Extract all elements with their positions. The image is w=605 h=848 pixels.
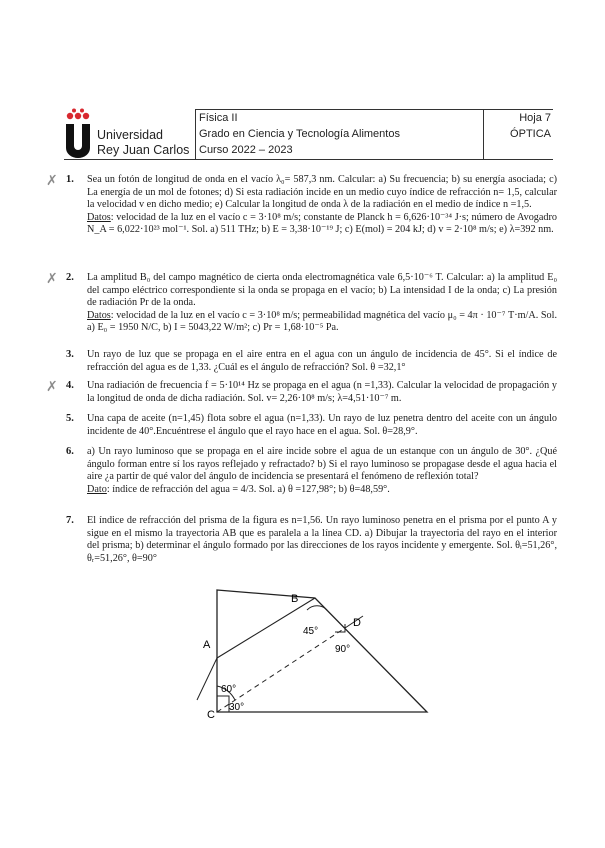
problem-2-mark: ✗: [46, 270, 58, 286]
problem-4-mark: ✗: [46, 378, 58, 394]
problem-2-number: 2.: [66, 272, 74, 283]
problem-1-data-label: Datos: [87, 211, 111, 223]
incident-ray: [197, 658, 217, 700]
problem-6-number: 6.: [66, 446, 74, 457]
problem-5-number: 5.: [66, 413, 74, 424]
header-divider-left: [195, 110, 196, 160]
header-divider-right: [483, 110, 484, 160]
angle-label-45: 45°: [303, 626, 319, 637]
problem-4-number: 4.: [66, 380, 74, 391]
problem-7-text: El índice de refracción del prisma de la figura es n=1,56. Un rayo luminoso penetra en el prisma por el punto A y sigue en el mismo la trayectoria AB que es paralela a la línea CD. a) Dibujar la trayectoria del rayo en el interior del prisma; b) determinar el ángulo formado por las direcciones de los rayos incidente y emergente. Sol. θᵢ=51,26°, θᵣ=51,26°, θ=90°: [87, 515, 557, 564]
problem-2-data: : velocidad de la luz en el vacío c = 3·10⁸ m/s; permeabilidad magnética del vacío μ₀ = 4π · 10⁻⁷ T·m/A. Sol. a) E₀ = 1950 N/C, b) I = 5043,22 W/m²; c) Pr = 1,68·10⁻⁵ Pa.: [87, 309, 557, 334]
problem-1-data: : velocidad de la luz en el vacío c = 3·10⁸ m/s; constante de Planck h = 6,626·10⁻³⁴ J·s; número de Avogadro N_A = 6,022·10²³ mol⁻¹. Sol. a) 511 THz; b) E = 3,38·10⁻¹⁹ J; c) E(mol) = 204 kJ; d) v = 2·10⁸ m/s; e) λ=392 nm.: [87, 211, 557, 236]
problem-1-text: Sea un fotón de longitud de onda en el vacío λ₀= 587,3 nm. Calcular: a) Su frecuencia; b) su energía asociada; c) La energía de un mol de fotones; d) Si esta radiación incide en un medio cuyo índice de refracción n= 1,5, calcular la velocidad v en dicho medio; e) Calcular la longitud de onda λ de la radiación en el medio de índice n =1,5.: [87, 174, 557, 211]
problem-3: [87, 349, 557, 374]
problem-3-text: Un rayo de luz que se propaga en el aire entra en el agua con un ángulo de incidencia de 45°. Si el índice de refracción del agua es de 1,33. ¿Cuál es el ángulo de refracción? Sol. θ =32,1°: [87, 349, 557, 373]
sheet-label: Hoja 7: [519, 112, 551, 124]
course-label: Curso 2022 – 2023: [199, 144, 293, 156]
header-bottom-border: [64, 159, 553, 160]
subject-label: Física II: [199, 112, 238, 124]
prism-outline: [217, 590, 427, 712]
problem-2-text: La amplitud B₀ del campo magnético de cierta onda electromagnética vale 6,5·10⁻⁶ T. Calcular: a) la amplitud E₀ del campo eléctrico correspondiente si la onda se propaga en el vacío; b) La intensidad I de la onda; c) La presión de radiación Pr de la onda.: [87, 272, 557, 309]
angle-label-90: 90°: [335, 644, 351, 655]
university-name-line2: Rey Juan Carlos: [97, 143, 190, 157]
problem-6-text: a) Un rayo luminoso que se propaga en el aire incide sobre el agua de un estanque con un ángulo de 30°. ¿Qué ángulo forman entre sí los rayos reflejado y refractado? b) Si el rayo luminoso se propagase desde el agua hacia el aire ¿a partir de qué valor del ángulo de incidencia se presentará el fenómeno de reflexión total?: [87, 446, 557, 483]
problem-6-data-label: Dato: [87, 483, 107, 495]
problem-5: [87, 413, 557, 438]
problem-6-data: : índice de refracción del agua = 4/3. Sol. a) θ =127,98°; b) θ=48,59°.: [106, 483, 390, 495]
angle-label-30: 30°: [229, 702, 245, 713]
line-cd-dashed: [217, 628, 345, 712]
header-top-border: [195, 109, 553, 110]
problem-7-number: 7.: [66, 515, 74, 526]
label-b: B: [291, 593, 299, 605]
degree-label: Grado en Ciencia y Tecnología Alimentos: [199, 128, 400, 140]
problem-3-number: 3.: [66, 349, 74, 360]
urjc-logo-icon: [64, 108, 96, 160]
problem-5-text: Una capa de aceite (n=1,45) flota sobre el agua (n=1,33). Un rayo de luz penetra dentro del aceite con un ángulo incidente de 40°.Encuéntrese el ángulo que el rayo hace en el agua. Sol. θ=28,9°.: [87, 413, 557, 437]
problem-1-number: 1.: [66, 174, 74, 185]
angle-label-60: 60°: [221, 684, 237, 695]
problem-1: [87, 174, 557, 237]
problem-2-data-label: Datos: [87, 309, 111, 321]
header-table: [64, 108, 553, 160]
prism-figure: [195, 588, 435, 718]
problem-1-mark: ✗: [46, 172, 58, 188]
ray-ab: [217, 598, 315, 658]
problem-2: [87, 272, 557, 335]
university-logo: [64, 108, 194, 160]
label-d: D: [353, 617, 361, 629]
university-name-line1: Universidad: [97, 128, 164, 142]
label-c: C: [207, 709, 215, 718]
problem-7: [87, 515, 557, 565]
problem-4-text: Una radiación de frecuencia f = 5·10¹⁴ Hz se propaga en el agua (n =1,33). Calcular la velocidad de propagación y la longitud de onda de dicha radiación. Sol. v= 2,26·10⁸ m/s; λ=4,51·10⁻⁷ m.: [87, 380, 557, 404]
angle-box-30: [217, 696, 229, 712]
problem-4: [87, 380, 557, 405]
topic-label: ÓPTICA: [510, 128, 551, 140]
problem-6: [87, 446, 557, 496]
label-a: A: [203, 639, 211, 651]
